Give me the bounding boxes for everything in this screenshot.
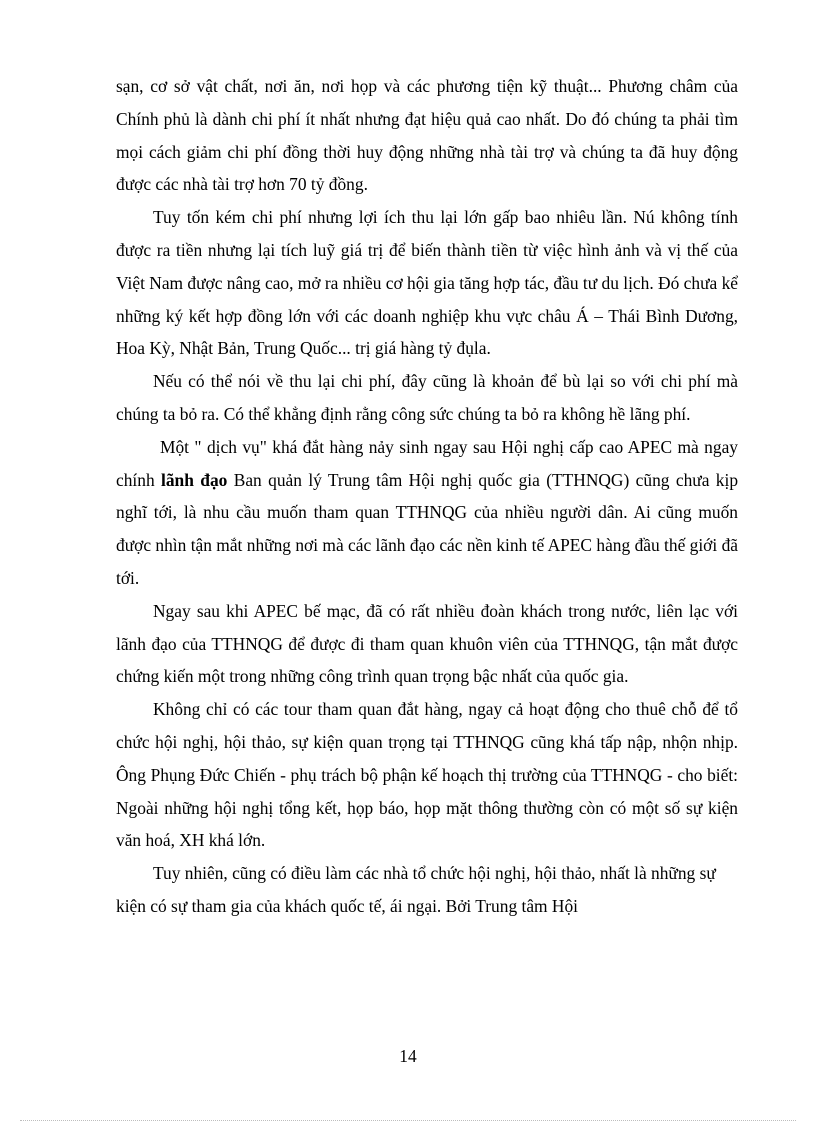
paragraph-4-text-a: Một " dịch vụ" khá đắt hàng nảy sinh ngay sau Hội nghị cấp cao APEC mà ngay chính bbox=[116, 436, 738, 490]
paragraph-2: Tuy tốn kém chi phí nhưng lợi ích thu lại lớn gấp bao nhiêu lần. Nú không tính được ra tiền nhưng lại tích luỹ giá trị để biến thành tiền từ việc hình ảnh và vị thế của Việt Nam được nâng cao, mở ra nhiều cơ hội gia tăng hợp tác, đầu tư du lịch. Đó chưa kể những ký kết hợp đồng lớn với các doanh nghiệp khu vực châu Á – Thái Bình Dương, Hoa Kỳ, Nhật Bản, Trung Quốc... trị giá hàng tỷ đụla. bbox=[116, 207, 738, 359]
paragraph-4-text-b: Ban quản lý Trung tâm Hội nghị quốc gia (TTHNQG) cũng chưa kịp nghĩ tới, là nhu cầu muốn tham quan TTHNQG của nhiều người dân. Ai cũng muốn được nhìn tận mắt những nơi mà các lãnh đạo các nền kinh tế APEC hàng đầu thế giới đã tới. bbox=[116, 469, 739, 588]
page-number: 14 bbox=[399, 1046, 417, 1066]
page-body bbox=[116, 70, 738, 923]
paragraph-6: Không chỉ có các tour tham quan đắt hàng, ngay cả hoạt động cho thuê chỗ để tổ chức hội nghị, hội thảo, sự kiện quan trọng tại TTHNQG cũng khá tấp nập, nhộn nhịp. Ông Phụng Đức Chiến - phụ trách bộ phận kế hoạch thị trường của TTHNQG - cho biết: Ngoài những hội nghị tổng kết, họp báo, họp mặt thông thường còn có một số sự kiện văn hoá, XH khá lớn. bbox=[116, 699, 738, 851]
paragraph-3: Nếu có thể nói về thu lại chi phí, đây cũng là khoản để bù lại so với chi phí mà chúng ta bỏ ra. Có thể khẳng định rằng công sức chúng ta bỏ ra không hề lãng phí. bbox=[116, 371, 738, 424]
paragraph-1: sạn, cơ sở vật chất, nơi ăn, nơi họp và các phương tiện kỹ thuật... Phương châm của Chính phủ là dành chi phí ít nhất nhưng đạt hiệu quả cao nhất. Do đó chúng ta phải tìm mọi cách giảm chi phí đồng thời huy động những nhà tài trợ và chúng ta đã huy động được các nhà tài trợ hơn 70 tỷ đồng. bbox=[116, 76, 738, 195]
page-bottom-rule bbox=[20, 1120, 796, 1121]
paragraph-4-bold-term: lãnh đạo bbox=[161, 469, 228, 490]
paragraph-5: Ngay sau khi APEC bế mạc, đã có rất nhiều đoàn khách trong nước, liên lạc với lãnh đạo của TTHNQG để được đi tham quan khuôn viên của TTHNQG, tận mắt được chứng kiến một trong những công trình quan trọng bậc nhất của quốc gia. bbox=[116, 600, 738, 687]
paragraph-4 bbox=[116, 431, 738, 595]
paragraph-7: Tuy nhiên, cũng có điều làm các nhà tổ chức hội nghị, hội thảo, nhất là những sự kiện có sự tham gia của khách quốc tế, ái ngại. Bởi Trung tâm Hội bbox=[116, 863, 716, 916]
